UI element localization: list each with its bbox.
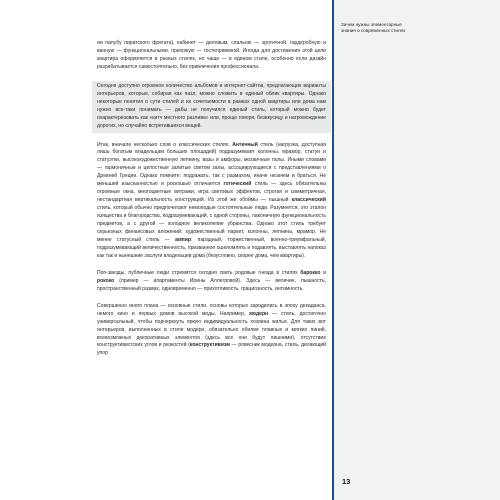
style-term-rococo: рококо (97, 277, 115, 284)
sidebar-note-line-2: знания о современных стилях (341, 28, 406, 34)
paragraph-3 (97, 142, 326, 261)
paragraph-4-text-2: и (320, 269, 326, 276)
paragraph-1: ии палубу пиратского фрегата), кабинет — деловым, спальню — эротичной, гардеробную и ванную — функциональными, прихожую — гостеприимной. Иногда для достижения этой цели квартира оформляется в разных стилях, но чаще — в едином стиле, особенно если дизайн разрабатывается самостоятельно, без привлечения профессионала. (97, 40, 326, 70)
paragraph-3-text-1: Итак, вначале несколько слов о классических стилях. (97, 141, 233, 148)
style-term-baroque: барокко (300, 269, 321, 276)
style-term-modern: модерн (249, 310, 269, 317)
paragraph-4-text-1: Поп-звезды, публичные люди стремятся сегодня свить родовые гнезда в стилях (97, 269, 301, 276)
body-text (97, 40, 326, 367)
paragraph-2-highlighted: Сегодня доступно огромное количество альбомов и интернет-сайтов, предлагающих варианты интерьеров, которые, собирая как пазл, можно сложить в единый облик квартиры. Однако некоторые понятия о сути стилей и их сочетаемости в рамках одной квартиры или дома нам нужно все-таки понимать — дабы не получился единый стиль, который можно будет охарактеризовать как «китч местного разлива» или, проще говоря, безвкусицу и нагромождение дорогих, но случайно встретившихся вещей. (92, 81, 331, 133)
paragraph-3-text-2: стиль (нагрузка, доступная лишь богатым владельцам больших площадей) подразумевает колонны, мрамор, статуи и статуэтки, высококудожественную лепнину, вазы и амфоры, мозаичные полы. Иными словами — гармоничные и целостные залитые светом залы, ассоциирующиеся с представлениями о Древней Греции. Однако помните: подражать, так с размахом, иначе незачем и браться. Не меньшей изысканностью и роскошью отличается (97, 141, 326, 188)
paragraph-4-text-3: (пример — апартаменты Ирины Аллегровой). Здесь — величие, пышность, пространственный размах, одновременно — прихотливость, грациозность, интимность. (97, 277, 326, 292)
sidebar-note (341, 22, 433, 35)
paragraph-3-text-5: : парадный, торжественный, военно-триумфальный, подразумевающий величественность, призванное ошеломлять и подавлять, выставлять напоказ как так и нынешние заслуги владельцев дома (безусловно, скорее дома, чем квартиры). (97, 236, 326, 259)
style-term-classic: классический (291, 197, 326, 204)
style-term-antique: Античный (232, 141, 258, 148)
sidebar-column (332, 0, 500, 500)
style-term-empire: ампир (175, 236, 191, 243)
sidebar-divider (332, 0, 334, 500)
page-number: 13 (342, 477, 351, 486)
paragraph-3-text-3: стиль — здесь обязательны огромные окна, многоцветные витражи, игра световых эффектов, строгая и симметричная, нестандартная вертикальность конструкций. Из этой же обоймы — пышный (97, 181, 326, 204)
style-term-gothic: готический (223, 181, 252, 188)
paragraph-5-text-1: Совершенно иного плана — основные стили, основы которых зародились в эпоху декаданса, немого кино и первых домов высокой моды. Например, (97, 302, 326, 317)
paragraph-5-text-3: — ровесник модерна, стиль, делающий упор (97, 342, 327, 357)
paragraph-3-text-4: стиль, который обычно предпочитают немолодые состоятельные люди. Разумеется, это эталон изящества и благородства, подразумевающий, с одной стороны, лаконичную функциональность предметов, а с другой — холодное великолепие убранства. Однако этот стиль требует серьезных финансовых вложений: художественный паркет, колонны, лепнина, мрамор. Не менее статусный стиль — (97, 205, 326, 243)
paragraph-5 (97, 303, 326, 359)
sidebar-note-line-1: Зачем нужны элементарные (341, 22, 402, 27)
paragraph-4 (97, 270, 326, 294)
paragraph-5-text-2: — стиль, достаточно универсальный, чтобы подчеркнуть яркую индивидуальность хозяина жилья. Для таких вот интерьеров, выполненных в стиле модерн, обязательно обилие плавных и мягких линий, всевозможных декоративных элементов (здесь все они будут лишними), отсутствие конструктивистских углов и резкостей ( (97, 310, 326, 349)
style-term-constructivism: конструктивизм (189, 342, 231, 349)
